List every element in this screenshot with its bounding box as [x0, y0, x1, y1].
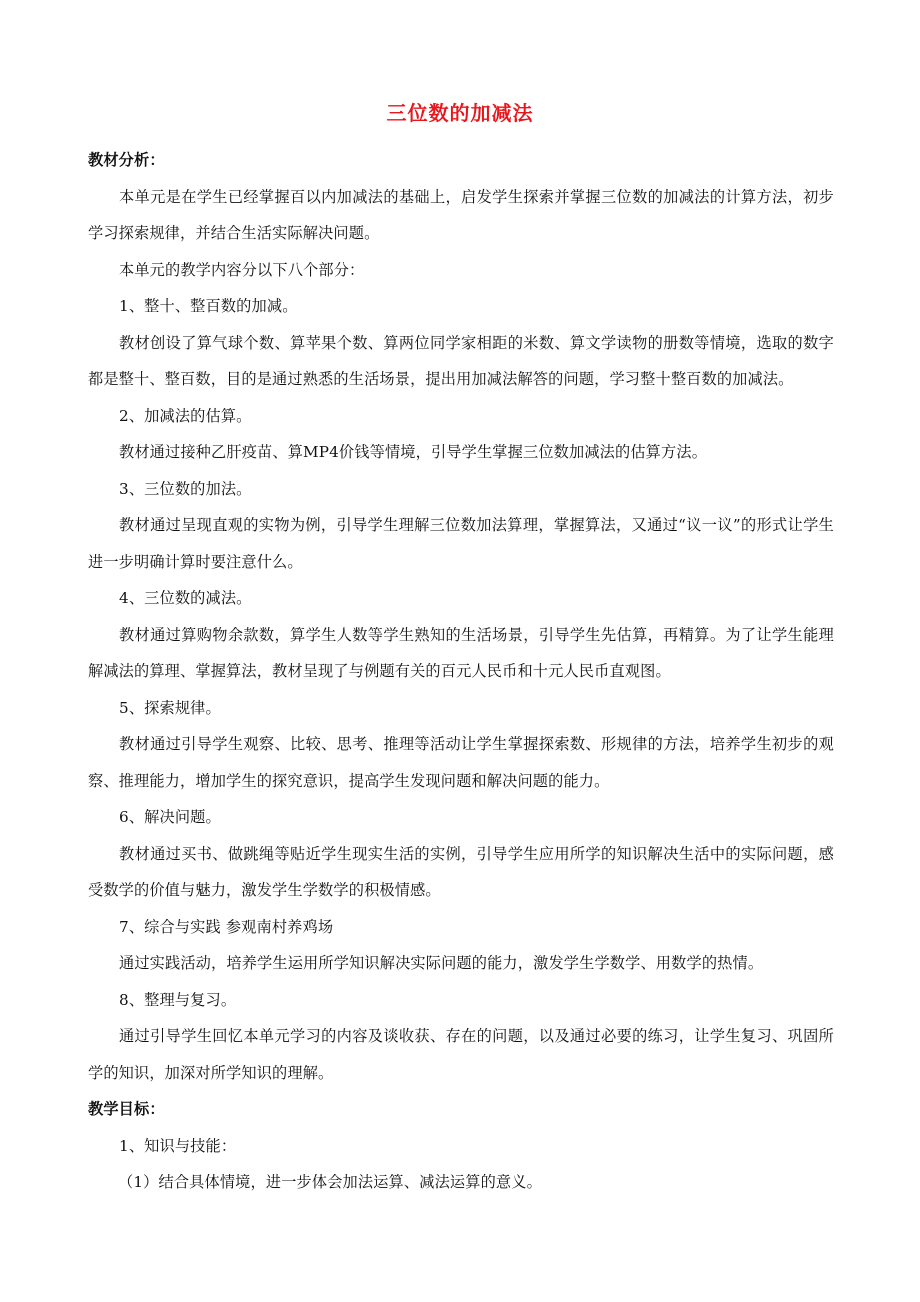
intro-paragraph: 本单元是在学生已经掌握百以内加减法的基础上，启发学生探索并掌握三位数的加减法的计算方法，初步学习探索规律，并结合生活实际解决问题。: [88, 187, 834, 242]
part-2-body: 教材通过接种乙肝疫苗、算MP4价钱等情境，引导学生掌握三位数加减法的估算方法。: [119, 443, 708, 461]
section-heading-textbook-analysis: 教材分析：: [88, 151, 165, 169]
part-2-heading: 2、加减法的估算。: [119, 406, 252, 425]
part-3-body: 教材通过呈现直观的实物为例，引导学生理解三位数加法算理，掌握算法，又通过“议一议”的形式让学生进一步明确计算时要注意什么。: [88, 516, 834, 571]
goal-1-heading: 1、知识与技能：: [119, 1136, 237, 1155]
part-6-heading: 6、解决问题。: [119, 808, 221, 826]
part-7-heading: 7、综合与实践 参观南村养鸡场: [119, 917, 334, 936]
part-8-heading: 8、整理与复习。: [119, 990, 237, 1009]
part-6-body: 教材通过买书、做跳绳等贴近学生现实生活的实例，引导学生应用所学的知识解决生活中的实际问题，感受数学的价值与魅力，激发学生学数学的积极情感。: [88, 844, 834, 899]
document-title: 三位数的加减法: [386, 101, 534, 125]
part-4-heading: 4、三位数的减法。: [119, 589, 252, 607]
part-5-heading: 5、探索规律。: [119, 698, 221, 717]
part-4-body: 教材通过算购物余款数，算学生人数等学生熟知的生活场景，引导学生先估算，再精算。为了让学生能理解减法的算理、掌握算法，教材呈现了与例题有关的百元人民币和十元人民币直观图。: [88, 625, 834, 680]
document-body: [88, 142, 834, 1201]
goal-1-item-1: （1）结合具体情境，进一步体会加法运算、减法运算的意义。: [118, 1173, 542, 1191]
part-5-body: 教材通过引导学生观察、比较、思考、推理等活动让学生掌握探索数、形规律的方法，培养学生初步的观察、推理能力，增加学生的探究意识，提高学生发现问题和解决问题的能力。: [88, 735, 834, 790]
part-7-body: 通过实践活动，培养学生运用所学知识解决实际问题的能力，激发学生学数学、用数学的热情。: [119, 954, 764, 972]
part-1-body: 教材创设了算气球个数、算苹果个数、算两位同学家相距的米数、算文学读物的册数等情境，选取的数字都是整十、整百数，目的是通过熟悉的生活场景，提出用加减法解答的问题，学习整十整百数的加减法。: [88, 333, 834, 388]
parts-intro-paragraph: 本单元的教学内容分以下八个部分：: [119, 260, 365, 279]
part-1-heading: 1、整十、整百数的加减。: [119, 297, 298, 315]
part-8-body: 通过引导学生回忆本单元学习的内容及谈收获、存在的问题，以及通过必要的练习，让学生复习、巩固所学的知识，加深对所学知识的理解。: [88, 1027, 834, 1082]
part-3-heading: 3、三位数的加法。: [119, 479, 252, 498]
section-heading-teaching-goals: 教学目标：: [88, 1100, 165, 1118]
